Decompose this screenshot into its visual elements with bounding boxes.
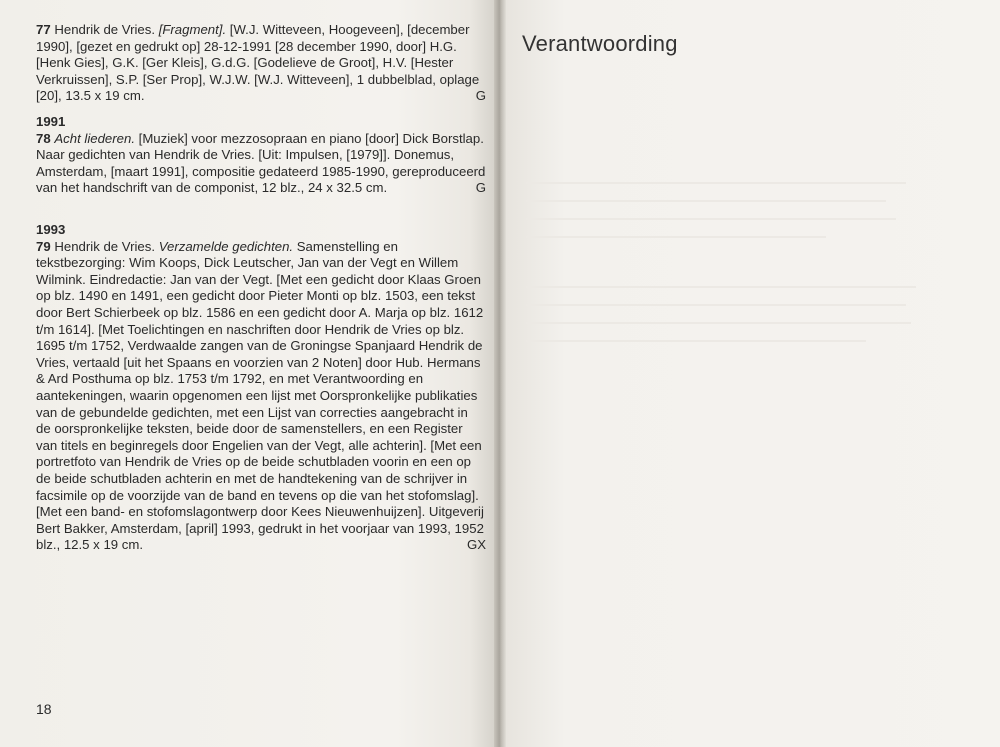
bleed-through-line bbox=[526, 340, 866, 342]
bleed-through-line bbox=[526, 218, 896, 220]
right-page bbox=[506, 0, 1000, 747]
bleed-through-line bbox=[526, 182, 906, 184]
entry-title: Verzamelde gedichten. bbox=[158, 238, 294, 254]
entry-code: G bbox=[475, 180, 486, 196]
book-gutter bbox=[494, 0, 506, 747]
entry-78 bbox=[36, 114, 486, 197]
entry-author: Hendrik de Vries. bbox=[54, 238, 156, 254]
entry-code: GX bbox=[466, 537, 486, 553]
section-title: Verantwoording bbox=[522, 31, 678, 56]
year-heading: 1993 bbox=[36, 222, 66, 237]
bleed-through-line bbox=[526, 322, 911, 324]
bleed-through-line bbox=[526, 236, 826, 238]
entry-body: [Muziek] voor mezzosopraan en piano [door] Dick Borstlap. Naar gedichten van Hendrik de Vries. [Uit: Impulsen, [1979]]. Donemus, Amsterdam, [maart 1991], compositie gedateerd 1985-1990, gereproduceerd van het handschrift van de componist, 12 blz., 24 x 32.5 cm. bbox=[36, 130, 486, 196]
entry-79 bbox=[36, 222, 486, 554]
entry-code: G bbox=[475, 88, 486, 104]
entry-title: [Fragment]. bbox=[158, 22, 227, 37]
entry-title: Acht liederen. bbox=[54, 130, 135, 146]
entry-author: Hendrik de Vries. bbox=[54, 22, 156, 37]
bleed-through-line bbox=[526, 304, 906, 306]
year-heading: 1991 bbox=[36, 114, 66, 129]
entry-body: Samenstelling en tekstbezorging: Wim Koops, Dick Leutscher, Jan van der Vegt en Willem Wilmink. Eindredactie: Jan van der Vegt. [Met een gedicht door Klaas Groen op blz. 1490 en 1491, een gedicht door Pieter Monti op blz. 1503, een tekst door Bert Schierbeek op blz. 1586 en een gedicht door A. Marja op blz. 1612 t/m 1614]. [Met Toelichtingen en naschriften door Hendrik de Vries op blz. 1695 t/m 1752, Verdwaalde zangen van de Groningse Spanjaard Hendrik de Vries, vertaald [uit het Spaans en voorzien van 2 Noten] door Hub. Hermans & Ard Posthuma op blz. 1753 t/m 1792, en met Verantwoording en aantekeningen, waarin opgenomen een lijst met Oorspronkelijke publikaties van de gebundelde gedichten, met een Lijst van correcties aangebracht in de oorspronkelijke teksten, beide door de samenstellers, en een Register van titels en beginregels door Engelien van der Vegt, alle achterin]. [Met een portretfoto van Hendrik de Vries op de beide schutbladen voorin en een op de beide schutbladen achterin en met de handtekening van de schrijver in facsimile op de voorzijde van de band en tevens op die van het stofomslag]. [Met een band- en stofomslagontwerp door Kees Nieuwenhuijzen]. Uitgeverij Bert Bakker, Amsterdam, [april] 1993, gedrukt in het voorjaar van 1993, 1952 blz., 12.5 x 19 cm. bbox=[36, 238, 484, 553]
entry-body: [W.J. Witteveen, Hoogeveen], [december 1990], [gezet en gedrukt op] 28-12-1991 [28 december 1990, door] H.G. [Henk Gies], G.K. [Ger Kleis], G.d.G. [Godelieve de Groot], H.V. [Hester Verkruissen], S.P. [Ser Prop], W.J.W. [W.J. Witteveen], 1 dubbelblad, oplage [20], 13.5 x 19 cm. bbox=[36, 22, 480, 104]
entry-77 bbox=[36, 22, 486, 105]
bleed-through-line bbox=[526, 200, 886, 202]
left-page bbox=[0, 0, 494, 747]
page-number: 18 bbox=[36, 701, 52, 717]
entry-number: 78 bbox=[36, 130, 51, 146]
entry-number: 77 bbox=[36, 22, 51, 37]
bleed-through-line bbox=[526, 286, 916, 288]
entry-number: 79 bbox=[36, 238, 51, 254]
